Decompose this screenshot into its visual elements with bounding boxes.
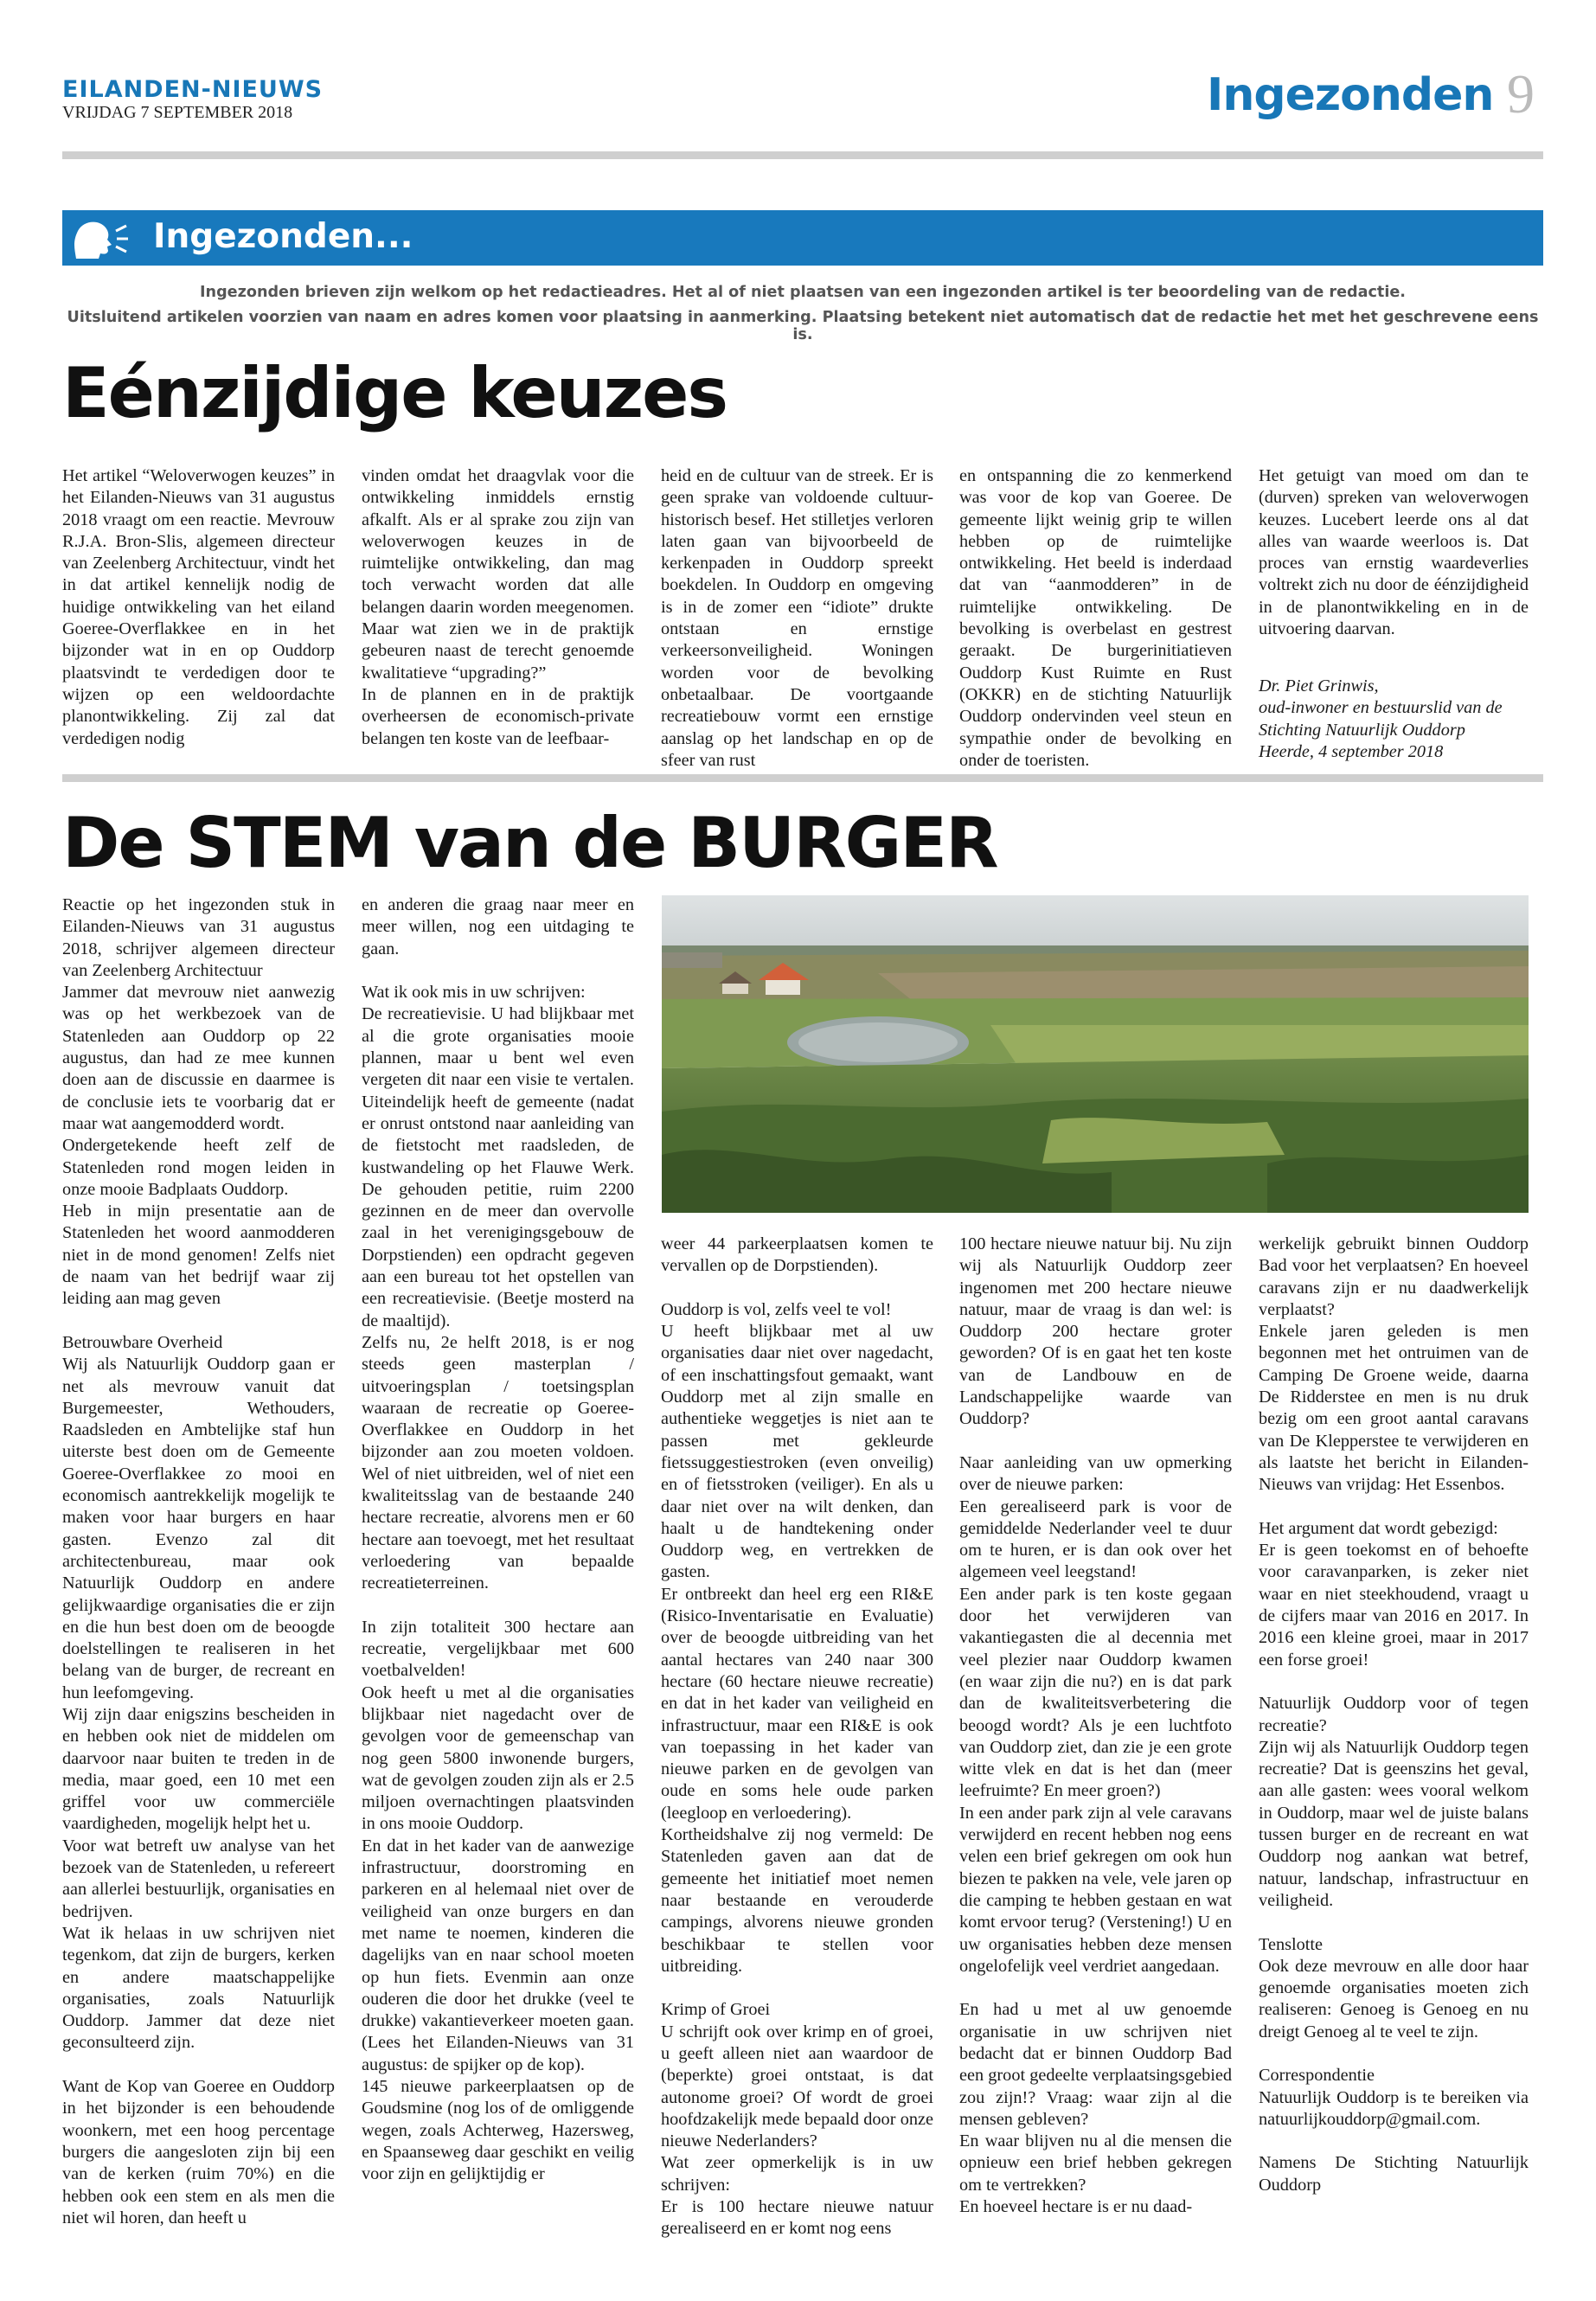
article2-col-5: werkelijk gebruikt binnen Ouddorp Bad voor het verplaatsen? En hoeveel caravans zijn er nu daadwerkelijk verplaatst? Enkele jaren geleden is men begonnen met het ontruimen van de Camping De Groene weide, daarna De Ridderstee en men is nu druk bezig om een groot aantal caravans van De Klepperstee te verwijderen en als laatste het bericht in Eilanden-Nieuws van vrijdag: Het Essenbos. Het argument dat wordt gebezigd: Er is geen toekomst en of behoefte voor caravanparken, is zeker niet waar en niet steekhoudend, vraagt u de cijfers maar van 2016 en 2017. In 2016 een kleine groei, maar in 2017 een forse groei! Natuurlijk Ouddorp voor of tegen recreatie? Zijn wij als Natuurlijk Ouddorp tegen recreatie? Dat is geenszins het geval, aan alle gasten: wees vooral welkom in Ouddorp, maar wel de juiste balans tussen burger en de recreant en wat Ouddorp nog aankan wat betref, natuur, landschap, infrastructuur en veiligheid. Tenslotte Ook deze mevrouw en alle door haar genoemde organisaties moeten zich realiseren: Genoeg is Genoeg en nu dreigt Genoeg al te veel te zijn. Correspondentie Natuurlijk Ouddorp is te bereiken via natuurlijkouddorp@gmail.com. Namens De Stichting Natuurlijk Ouddorp [1259, 1234, 1529, 2195]
article1-headline: Eénzijdige keuzes [62, 353, 727, 433]
speaking-head-icon [69, 215, 130, 260]
article2-col-3: weer 44 parkeerplaatsen komen te vervallen op de Dorpstienden). Ouddorp is vol, zelfs veel te vol! U heeft blijkbaar met al uw organisaties daar niet over nagedacht, of een inschattingsfout gemaakt, want Ouddorp met al zijn smalle en authentieke weggetjes is niet aan te passen met gekleurde fietssuggestiestroken (even onveilig) en of fietsstroken (veiliger). En als u daar niet over na wilt denken, dan haalt u de handtekening onder Ouddorp weg, en vertrekken de gasten. Er ontbreekt dan heel erg een RI&E (Risico-Inventarisatie en Evaluatie) over de beoogde uitbreiding van het aantal hectares van 240 naar 300 hectare (60 hectare nieuwe recreatie) en dat in het kader van veiligheid en infrastructuur, maar een RI&E is ook van toepassing in het kader van nieuwe parken en de gevolgen van oude en soms hele oude parken (leegloop en verloedering). Kortheidshalve zij nog vermeld: De Statenleden gaven aan dat de gemeente het initiatief moet nemen naar bestaande en verouderde campings, alvorens nieuwe gronden beschikbaar te stellen voor uitbreiding. Krimp of Groei U schrijft ook over krimp en of groei, u geeft alleen niet aan waardoor de (beperkte) groei ontstaat, is dat autonome groei? Of wordt de groei hoofdzakelijk mede bepaald door onze nieuwe Nederlanders? Wat zeer opmerkelijk is in uw schrijven: Er is 100 hectare nieuwe natuur gerealiseerd en er komt nog eens [661, 1234, 933, 2239]
article2-col-2: en anderen die graag naar meer en meer willen, nog een uitdaging te gaan. Wat ik ook mis in uw schrijven: De recreatievisie. U had blijkbaar met al die grote organisaties mooie plannen, maar u bent wel even vergeten dit naar een visie te vertalen. Uiteindelijk heeft de gemeente (nadat er onrust ontstond naar aanleiding van de fietstocht met raadsleden, de kustwandeling op het Flauwe Werk. De gehouden petitie, ruim 2200 gezinnen en de meer dan overvolle zaal in het verenigingsgebouw de Dorpstienden) een opdracht gegeven aan een bureau tot het opstellen van een recreatievisie. (Beetje mosterd na de maaltijd). Zelfs nu, 2e helft 2018, is er nog steeds geen masterplan / uitvoeringsplan / toetsingsplan waaraan de recreatie op Goeree-Overflakkee en Ouddorp in het bijzonder aan zou moeten voldoen. Wel of niet uitbreiden, wel of niet een kwaliteitsslag van de bestaande 240 hectare recreatie, alvorens men er 60 hectare aan toevoegt, met het resultaat verloedering van bepaalde recreatieterreinen. In zijn totaliteit 300 hectare aan recreatie, vergelijkbaar met 600 voetbalvelden! Ook heeft u met al die organisaties blijkbaar niet nagedacht over de gevolgen voor de gemeenschap van nog geen 5800 inwonende burgers, wat de gevolgen zouden zijn als er 2.5 miljoen overnachtingen plaatsvinden in ons mooie Ouddorp. En dat in het kader van de aanwezige infrastructuur, doorstroming en parkeren en al helemaal niet over de veiligheid van onze burgers en dan met name te noemen, kinderen die dagelijks van en naar school moeten op hun fiets. Evenmin aan onze ouderen die door het drukke (veel te drukke) vakantieverkeer moeten gaan. (Lees het Eilanden-Nieuws van 31 augustus: de spijker op de kop). 145 nieuwe parkeerplaatsen op de Goudsmine (nog los of de omliggende wegen, zoals Achterweg, Hazersweg, en Spaanseweg daar geschikt en veilig voor zijn en gelijktijdig er [362, 895, 634, 2184]
mid-rule [62, 774, 1543, 782]
landscape-photo [662, 895, 1529, 1213]
intro-line-2: Uitsluitend artikelen voorzien van naam en adres komen voor plaatsing in aanmerking. Plaatsing betekent niet automatisch dat de redactie het met het geschrevene eens is. [67, 309, 1539, 343]
banner-title: Ingezonden... [153, 217, 413, 256]
article2-col-4: 100 hectare nieuwe natuur bij. Nu zijn wij als Natuurlijk Ouddorp zeer ingenomen met 200 hectare nieuwe natuur, maar de vraag is dan wel: is Ouddorp 200 hectare groter geworden? Of is en gaat het ten koste van de Landbouw en de Landschappelijke waarde van Ouddorp? Naar aanleiding van uw opmerking over de nieuwe parken: Een gerealiseerd park is voor de gemiddelde Nederlander veel te duur om te huren, er is dan ook over het algemeen veel leegstand! Een ander park is ten koste gegaan door het verwijderen van vakantiegasten die al decennia met veel plezier naar Ouddorp kwamen (en waar zijn die nu?) en is dat park dan de kwaliteitsverbetering die beoogd wordt? Als je een luchtfoto van Ouddorp ziet, dan zie je een grote witte vlek en dat is het dan (meer leefruimte? En meer groen?) In een ander park zijn al vele caravans verwijderd en recent hebben nog eens velen een brief gekregen om ook hun biezen te pakken na vele, vele jaren op die camping te hebben gestaan en wat komt ervoor terug? (Verstening!) U en uw organisaties hebben deze mensen ongelofelijk veel verdriet aangedaan. En had u met al uw genoemde organisatie in uw schrijven niet bedacht dat er binnen Ouddorp Bad een groot gedeelte verplaatsingsgebied zou zijn!? Vraag: waar zijn al die mensen gebleven? En waar blijven nu al die mensen die opnieuw een brief hebben gekregen om te vertrekken? En hoeveel hectare is er nu daad- [959, 1234, 1232, 2217]
article1-col-4: en ontspanning die zo kenmerkend was voor de kop van Goeree. De gemeente lijkt weinig grip te willen hebben op de ruimtelijke ontwikkeling. Het beeld is inderdaad dat van “aanmodderen” in de ruimtelijke ontwikkeling. De bevolking is overbelast en gestrest geraakt. De burgerinitiatieven Ouddorp Kust Ruimte en Rust (OKKR) en de stichting Natuurlijk Ouddorp ondervinden veel steun en sympathie onder de bevolking en onder de toeristen. [959, 466, 1232, 770]
intro-line-1: Ingezonden brieven zijn welkom op het redactieadres. Het al of niet plaatsen van een ingezonden artikel is ter beoordeling van de redactie. [200, 284, 1406, 301]
article2-headline: De STEM van de BURGER [62, 803, 997, 883]
article1-col-1: Het artikel “Weloverwogen keuzes” in het Eilanden-Nieuws van 31 augustus 2018 vraagt om een reactie. Mevrouw R.J.A. Bron-Slis, algemeen directeur van Zeelenberg Architectuur, vindt het in dat artikel kennelijk nodig de huidige ontwikkeling van het eiland Goeree-Overflakkee en in het bijzonder wat in en op Ouddorp plaatsvindt te verdedigen door te wijzen op een weldoordachte planontwikkeling. Zij zal dat verdedigen nodig [62, 466, 335, 748]
top-rule [62, 151, 1543, 159]
page-number: 9 [1507, 63, 1535, 125]
masthead-date: VRIJDAG 7 SEPTEMBER 2018 [62, 103, 293, 122]
article2-col-1: Reactie op het ingezonden stuk in Eilanden-Nieuws van 31 augustus 2018, schrijver algemeen directeur van Zeelenberg Architectuur Jammer dat mevrouw niet aanwezig was op het werkbezoek van de Statenleden aan Ouddorp op 22 augustus, dan had ze mee kunnen doen aan de discussie en daarmee is de conclusie iets te voorbarig dat er maar wat aangemodderd wordt. Ondergetekende heeft zelf de Statenleden rond mogen leiden in onze mooie Badplaats Ouddorp. Heb in mijn presentatie aan de Statenleden het woord aanmodderen niet in de mond genomen! Zelfs niet de naam van het bedrijf waar zij leiding aan mag geven Betrouwbare Overheid Wij als Natuurlijk Ouddorp gaan er net als mevrouw vanuit dat Burgemeester, Wethouders, Raadsleden en Ambtelijke staf hun uiterste best doen om de Gemeente Goeree-Overflakkee zo mooi en economisch aantrekkelijk mogelijk te maken voor haar burgers en haar gasten. Evenzo zal dit architectenbureau, maar ook Natuurlijk Ouddorp en andere gelijkwaardige organisaties die er zijn en die hun best doen om de beoogde doelstellingen te realiseren in het belang van de burger, de recreant en hun leefomgeving. Wij zijn daar enigszins bescheiden in en hebben ook niet de middelen om daarvoor naar buiten te treden in de media, maar goed, een 10 met een griffel voor uw commerciële vaardigheden, mogelijk helpt het u. Voor wat betreft uw analyse van het bezoek van de Statenleden, u refereert aan allerlei bestuurlijk, organisaties en bedrijven. Wat ik helaas in uw schrijven niet tegenkom, dat zijn de burgers, kerken en andere maatschappelijke organisaties, zoals Natuurlijk Ouddorp. Jammer dat deze niet geconsulteerd zijn. Want de Kop van Goeree en Ouddorp in het bijzonder is een behoudende woonkern, met een hoog percentage burgers die aangesloten zijn bij een van de kerken (ruim 70%) en die hebben ook een stem en als men die niet wil horen, dan heeft u [62, 895, 335, 2227]
section-title: Ingezonden [1207, 69, 1494, 121]
ingezonden-banner [62, 210, 1543, 266]
article1-col-2: vinden omdat het draagvlak voor die ontwikkeling inmiddels ernstig afkalft. Als er al sprake zou zijn van weloverwogen keuzes in de ruimtelijke ontwikkeling, dan mag toch verwacht worden dat alle belangen daarin worden meegenomen. Maar wat zien we in de praktijk gebeuren naast de terecht genoemde kwalitatieve “upgrading?” In de plannen en in de praktijk overheersen de economisch-private belangen ten koste van de leefbaar- [362, 466, 634, 748]
article1-col-5: Het getuigt van moed om dan te (durven) spreken van weloverwogen keuzes. Lucebert leerde ons al dat alles van waarde weerloos is. Dat proces van ernstig waardeverlies voltrekt zich nu door de éénzijdigheid in de planontwikkeling en in de uitvoering daarvan. [1259, 466, 1529, 639]
masthead-logo: EILANDEN-NIEUWS [62, 76, 324, 103]
article1-signature: Dr. Piet Grinwis, oud-inwoner en bestuurslid van de Stichting Natuurlijk Ouddorp Heerde, 4 september 2018 [1259, 676, 1503, 761]
article1-col-3: heid en de cultuur van de streek. Er is geen sprake van voldoende cultuur-historisch besef. Het stilletjes verloren laten gaan van bijvoorbeeld de kerkenpaden in Ouddorp spreekt boekdelen. In Ouddorp en omgeving is in de zomer een “idiote” drukte ontstaan en ernstige verkeersonveiligheid. Woningen worden voor de bevolking onbetaalbaar. De voortgaande recreatiebouw vormt een ernstige aanslag op het landschap en op de sfeer van rust [661, 466, 933, 770]
